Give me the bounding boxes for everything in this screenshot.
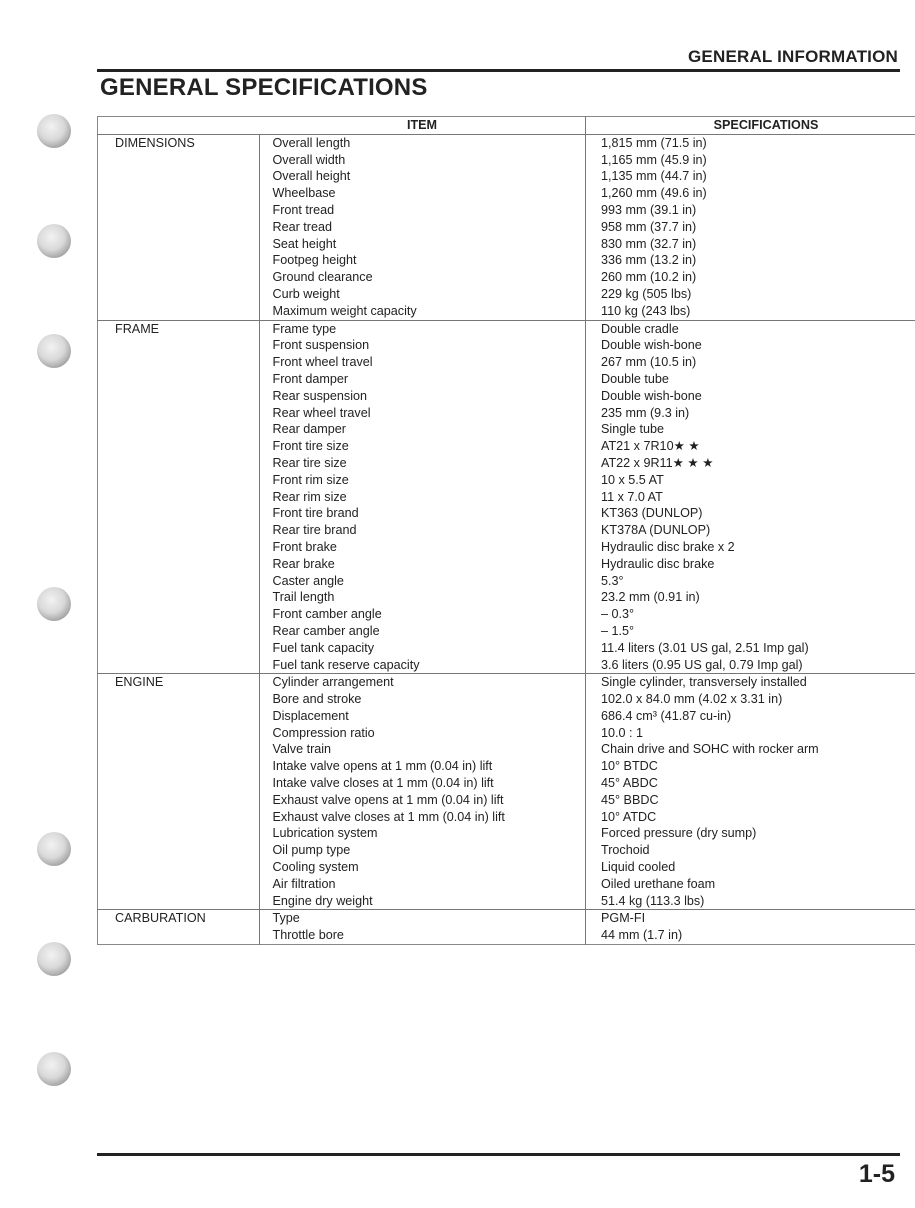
spec-cell: Forced pressure (dry sump)	[601, 826, 757, 841]
item-cell: Displacement	[259, 708, 586, 725]
item-cell: Trail length	[259, 589, 586, 606]
item-cell: Lubrication system	[259, 825, 586, 842]
item-cell: Rear tire brand	[259, 522, 586, 539]
spec-cell: 267 mm (10.5 in)	[601, 355, 697, 370]
spec-cell: 45° ABDC	[601, 776, 658, 791]
group-blank-cell	[98, 286, 260, 303]
item-cell: Ground clearance	[259, 269, 586, 286]
page-title: GENERAL SPECIFICATIONS	[100, 74, 428, 101]
table-row	[98, 606, 915, 623]
spec-cell: 235 mm (9.3 in)	[601, 405, 690, 420]
item-cell: Fuel tank reserve capacity	[259, 657, 586, 674]
table-row	[98, 320, 915, 337]
spec-cell: 993 mm (39.1 in)	[601, 202, 697, 217]
spec-cell: 229 kg (505 lbs)	[601, 286, 692, 301]
table-row	[98, 455, 915, 472]
spec-cell: 260 mm (10.2 in)	[601, 270, 697, 285]
item-cell: Front suspension	[259, 337, 586, 354]
spec-cell: 830 mm (32.7 in)	[601, 236, 697, 251]
column-header-item: ITEM	[259, 117, 586, 135]
spec-cell: Trochoid	[601, 843, 650, 858]
item-cell: Intake valve opens at 1 mm (0.04 in) lift	[259, 758, 586, 775]
binder-hole	[37, 1052, 71, 1086]
binder-hole	[37, 114, 71, 148]
spec-cell: Single cylinder, transversely installed	[586, 674, 915, 691]
item-cell: Intake valve closes at 1 mm (0.04 in) lift	[259, 775, 586, 792]
group-blank-cell	[98, 640, 260, 657]
table-row	[98, 134, 915, 151]
group-blank-cell	[98, 219, 260, 236]
spec-cell: 3.6 liters (0.95 US gal, 0.79 Imp gal)	[601, 657, 803, 672]
group-blank-cell	[98, 354, 260, 371]
group-blank-cell	[98, 725, 260, 742]
spec-cell: AT21 x 7R10★ ★	[601, 439, 700, 454]
item-cell: Air filtration	[259, 876, 586, 893]
item-cell: Bore and stroke	[259, 691, 586, 708]
table-row	[98, 758, 915, 775]
item-cell: Valve train	[259, 741, 586, 758]
group-blank-cell	[98, 708, 260, 725]
spec-cell: 102.0 x 84.0 mm (4.02 x 3.31 in)	[601, 692, 783, 707]
item-cell: Rear camber angle	[259, 623, 586, 640]
group-blank-cell	[98, 269, 260, 286]
item-cell: Cylinder arrangement	[259, 674, 586, 691]
item-cell: Overall length	[259, 134, 586, 151]
item-cell: Front rim size	[259, 472, 586, 489]
spec-cell: 1,260 mm (49.6 in)	[601, 186, 707, 201]
spec-cell: Double wish-bone	[601, 388, 702, 403]
item-cell: Rear suspension	[259, 388, 586, 405]
binder-hole	[37, 224, 71, 258]
group-blank-cell	[98, 893, 260, 910]
group-blank-cell	[98, 775, 260, 792]
spec-cell: 45° BBDC	[601, 792, 659, 807]
item-cell: Oil pump type	[259, 842, 586, 859]
spec-cell: Double cradle	[586, 320, 915, 337]
group-name-cell: CARBURATION	[98, 910, 260, 927]
spec-table	[97, 116, 915, 945]
table-row	[98, 505, 915, 522]
item-cell: Front tire size	[259, 438, 586, 455]
item-cell: Rear brake	[259, 556, 586, 573]
spec-cell: 686.4 cm³ (41.87 cu-in)	[601, 708, 732, 723]
spec-cell: 1,165 mm (45.9 in)	[601, 152, 707, 167]
group-blank-cell	[98, 741, 260, 758]
table-row	[98, 185, 915, 202]
item-cell: Rear tire size	[259, 455, 586, 472]
spec-cell: 5.3°	[601, 573, 624, 588]
spec-cell: 10 x 5.5 AT	[601, 472, 664, 487]
item-cell: Seat height	[259, 236, 586, 253]
spec-cell: 51.4 kg (113.3 lbs)	[601, 893, 705, 908]
group-blank-cell	[98, 876, 260, 893]
item-cell: Maximum weight capacity	[259, 303, 586, 320]
group-blank-cell	[98, 539, 260, 556]
table-row	[98, 219, 915, 236]
spec-cell: Hydraulic disc brake	[601, 556, 715, 571]
item-cell: Fuel tank capacity	[259, 640, 586, 657]
group-blank-cell	[98, 455, 260, 472]
group-blank-cell	[98, 606, 260, 623]
item-cell: Curb weight	[259, 286, 586, 303]
table-row	[98, 337, 915, 354]
group-blank-cell	[98, 185, 260, 202]
table-row	[98, 472, 915, 489]
spec-cell: 958 mm (37.7 in)	[601, 219, 697, 234]
table-row	[98, 589, 915, 606]
table-row	[98, 825, 915, 842]
table-row	[98, 842, 915, 859]
table-row	[98, 775, 915, 792]
item-cell: Rear damper	[259, 421, 586, 438]
table-row	[98, 168, 915, 185]
table-row	[98, 489, 915, 506]
item-cell: Cooling system	[259, 859, 586, 876]
spec-cell: Oiled urethane foam	[601, 876, 716, 891]
group-blank-cell	[98, 859, 260, 876]
table-row	[98, 202, 915, 219]
spec-cell: 10° ATDC	[601, 809, 657, 824]
group-blank-cell	[98, 202, 260, 219]
item-cell: Rear tread	[259, 219, 586, 236]
table-row	[98, 859, 915, 876]
group-blank-cell	[98, 825, 260, 842]
item-cell: Wheelbase	[259, 185, 586, 202]
item-cell: Throttle bore	[259, 927, 586, 944]
header-blank-cell	[98, 117, 260, 135]
spec-cell: 11 x 7.0 AT	[601, 489, 663, 504]
table-row	[98, 354, 915, 371]
spec-cell: 1,135 mm (44.7 in)	[601, 169, 707, 184]
table-row	[98, 657, 915, 674]
item-cell: Front brake	[259, 539, 586, 556]
group-blank-cell	[98, 438, 260, 455]
spec-cell: – 0.3°	[601, 607, 635, 622]
table-row	[98, 252, 915, 269]
group-blank-cell	[98, 842, 260, 859]
spec-cell: – 1.5°	[601, 623, 635, 638]
item-cell: Engine dry weight	[259, 893, 586, 910]
group-blank-cell	[98, 371, 260, 388]
item-cell: Exhaust valve closes at 1 mm (0.04 in) lift	[259, 809, 586, 826]
table-row	[98, 405, 915, 422]
spec-cell: KT378A (DUNLOP)	[601, 523, 711, 538]
group-blank-cell	[98, 472, 260, 489]
spec-cell: 110 kg (243 lbs)	[601, 303, 691, 318]
table-row	[98, 792, 915, 809]
group-name-cell: FRAME	[98, 320, 260, 337]
group-blank-cell	[98, 168, 260, 185]
table-row	[98, 809, 915, 826]
table-row	[98, 269, 915, 286]
table-row	[98, 522, 915, 539]
item-cell: Footpeg height	[259, 252, 586, 269]
spec-cell: Chain drive and SOHC with rocker arm	[601, 742, 819, 757]
table-row	[98, 893, 915, 910]
section-header: GENERAL INFORMATION	[688, 47, 898, 66]
group-blank-cell	[98, 236, 260, 253]
item-cell: Frame type	[259, 320, 586, 337]
table-row	[98, 708, 915, 725]
item-cell: Type	[259, 910, 586, 927]
item-cell: Overall height	[259, 168, 586, 185]
item-cell: Compression ratio	[259, 725, 586, 742]
spec-cell: PGM-FI	[586, 910, 915, 927]
item-cell: Front camber angle	[259, 606, 586, 623]
table-row	[98, 573, 915, 590]
table-row	[98, 421, 915, 438]
spec-table-body	[98, 134, 915, 944]
item-cell: Front damper	[259, 371, 586, 388]
table-row	[98, 640, 915, 657]
item-cell: Front tread	[259, 202, 586, 219]
spec-cell: Liquid cooled	[601, 860, 676, 875]
group-blank-cell	[98, 421, 260, 438]
table-row	[98, 286, 915, 303]
group-blank-cell	[98, 927, 260, 944]
group-blank-cell	[98, 489, 260, 506]
table-row	[98, 556, 915, 573]
group-blank-cell	[98, 809, 260, 826]
group-blank-cell	[98, 252, 260, 269]
table-row	[98, 388, 915, 405]
spec-cell: 11.4 liters (3.01 US gal, 2.51 Imp gal)	[601, 640, 809, 655]
table-row	[98, 691, 915, 708]
spec-cell: Hydraulic disc brake x 2	[601, 539, 735, 554]
group-blank-cell	[98, 556, 260, 573]
table-row	[98, 438, 915, 455]
binder-hole	[37, 942, 71, 976]
table-row	[98, 674, 915, 691]
spec-cell: AT22 x 9R11★ ★ ★	[601, 455, 714, 470]
item-cell: Rear rim size	[259, 489, 586, 506]
item-cell: Front wheel travel	[259, 354, 586, 371]
spec-cell: 44 mm (1.7 in)	[601, 928, 683, 943]
table-row	[98, 876, 915, 893]
table-row	[98, 152, 915, 169]
header-rule	[97, 69, 900, 72]
binder-hole	[37, 587, 71, 621]
table-header-row	[98, 117, 915, 135]
group-name-cell: ENGINE	[98, 674, 260, 691]
group-blank-cell	[98, 152, 260, 169]
table-row	[98, 741, 915, 758]
group-blank-cell	[98, 623, 260, 640]
group-blank-cell	[98, 691, 260, 708]
group-blank-cell	[98, 657, 260, 674]
table-row	[98, 371, 915, 388]
spec-cell: KT363 (DUNLOP)	[601, 506, 703, 521]
spec-cell: 23.2 mm (0.91 in)	[601, 590, 700, 605]
group-blank-cell	[98, 337, 260, 354]
spec-cell: 10.0 : 1	[601, 725, 644, 740]
table-row	[98, 725, 915, 742]
spec-cell: Double wish-bone	[601, 338, 702, 353]
group-blank-cell	[98, 388, 260, 405]
group-blank-cell	[98, 505, 260, 522]
item-cell: Exhaust valve opens at 1 mm (0.04 in) lift	[259, 792, 586, 809]
group-blank-cell	[98, 792, 260, 809]
binder-hole	[37, 334, 71, 368]
group-blank-cell	[98, 573, 260, 590]
spec-cell: 336 mm (13.2 in)	[601, 253, 697, 268]
item-cell: Caster angle	[259, 573, 586, 590]
column-header-spec: SPECIFICATIONS	[586, 117, 915, 135]
table-row	[98, 539, 915, 556]
table-row	[98, 303, 915, 320]
binder-hole	[37, 832, 71, 866]
group-blank-cell	[98, 303, 260, 320]
table-row	[98, 927, 915, 944]
spec-cell: 10° BTDC	[601, 759, 658, 774]
table-row	[98, 236, 915, 253]
group-blank-cell	[98, 405, 260, 422]
footer-rule	[97, 1153, 900, 1156]
item-cell: Rear wheel travel	[259, 405, 586, 422]
group-blank-cell	[98, 758, 260, 775]
spec-cell: Double tube	[601, 371, 669, 386]
table-row	[98, 910, 915, 927]
page-number: 1-5	[858, 1160, 895, 1188]
group-blank-cell	[98, 522, 260, 539]
table-row	[98, 623, 915, 640]
spec-cell: Single tube	[601, 422, 665, 437]
item-cell: Overall width	[259, 152, 586, 169]
group-name-cell: DIMENSIONS	[98, 134, 260, 151]
group-blank-cell	[98, 589, 260, 606]
spec-cell: 1,815 mm (71.5 in)	[586, 134, 915, 151]
item-cell: Front tire brand	[259, 505, 586, 522]
